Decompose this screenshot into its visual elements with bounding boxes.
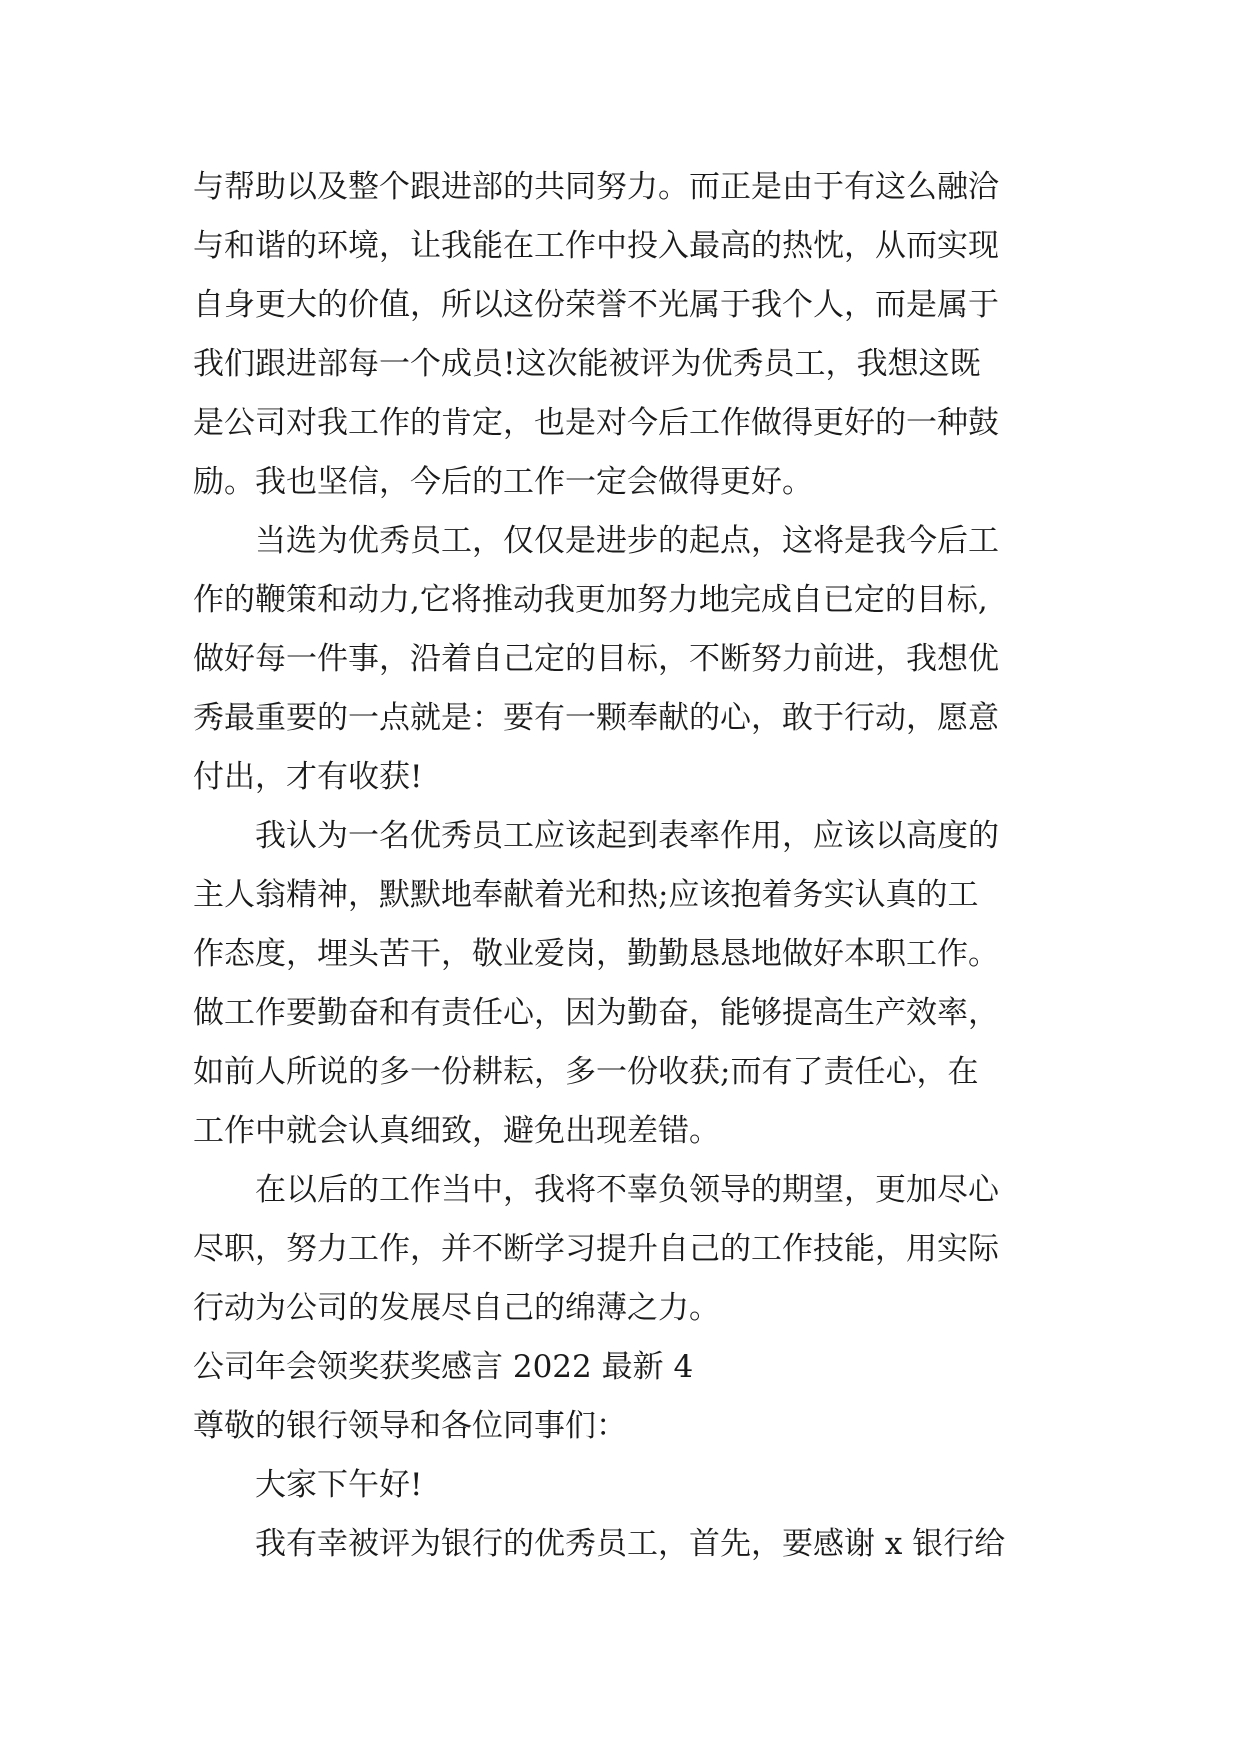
paragraph-start-line: 在以后的工作当中，我将不辜负领导的期望，更加尽心 (255, 1172, 999, 1208)
body-line: 行动为公司的发展尽自己的绵薄之力。 (193, 1290, 720, 1326)
paragraph-start-line: 当选为优秀员工，仅仅是进步的起点，这将是我今后工 (255, 523, 999, 559)
body-line: 是公司对我工作的肯定，也是对今后工作做得更好的一种鼓 (193, 405, 999, 441)
body-line: 做工作要勤奋和有责任心，因为勤奋，能够提高生产效率， (193, 995, 999, 1031)
paragraph-start-line: 我认为一名优秀员工应该起到表率作用，应该以高度的 (255, 818, 999, 854)
body-line: 做好每一件事，沿着自己定的目标，不断努力前进，我想优 (193, 641, 999, 677)
body-line: 与帮助以及整个跟进部的共同努力。而正是由于有这么融洽 (193, 169, 999, 205)
body-line: 作态度，埋头苦干，敬业爱岗，勤勤恳恳地做好本职工作。 (193, 936, 999, 972)
body-line: 付出，才有收获! (193, 759, 423, 795)
body-line: 如前人所说的多一份耕耘，多一份收获;而有了责任心，在 (193, 1054, 979, 1090)
greeting: 大家下午好! (255, 1467, 423, 1503)
body-line: 自身更大的价值，所以这份荣誉不光属于我个人，而是属于 (193, 287, 999, 323)
body-line: 秀最重要的一点就是：要有一颗奉献的心，敢于行动，愿意 (193, 700, 999, 736)
paragraph-start-line: 我有幸被评为银行的优秀员工，首先，要感谢 x 银行给 (255, 1526, 1006, 1562)
salutation: 尊敬的银行领导和各位同事们： (193, 1408, 627, 1444)
body-line: 我们跟进部每一个成员!这次能被评为优秀员工，我想这既 (193, 346, 981, 382)
body-line: 工作中就会认真细致，避免出现差错。 (193, 1113, 720, 1149)
body-line: 与和谐的环境，让我能在工作中投入最高的热忱，从而实现 (193, 228, 999, 264)
body-line: 主人翁精神，默默地奉献着光和热;应该抱着务实认真的工 (193, 877, 979, 913)
document-body (193, 158, 1073, 1574)
body-line: 作的鞭策和动力,它将推动我更加努力地完成自已定的目标, (193, 582, 988, 618)
body-line: 励。我也坚信，今后的工作一定会做得更好。 (193, 464, 813, 500)
body-line: 尽职，努力工作，并不断学习提升自己的工作技能，用实际 (193, 1231, 999, 1267)
section-heading: 公司年会领奖获奖感言 2022 最新 4 (193, 1349, 694, 1385)
